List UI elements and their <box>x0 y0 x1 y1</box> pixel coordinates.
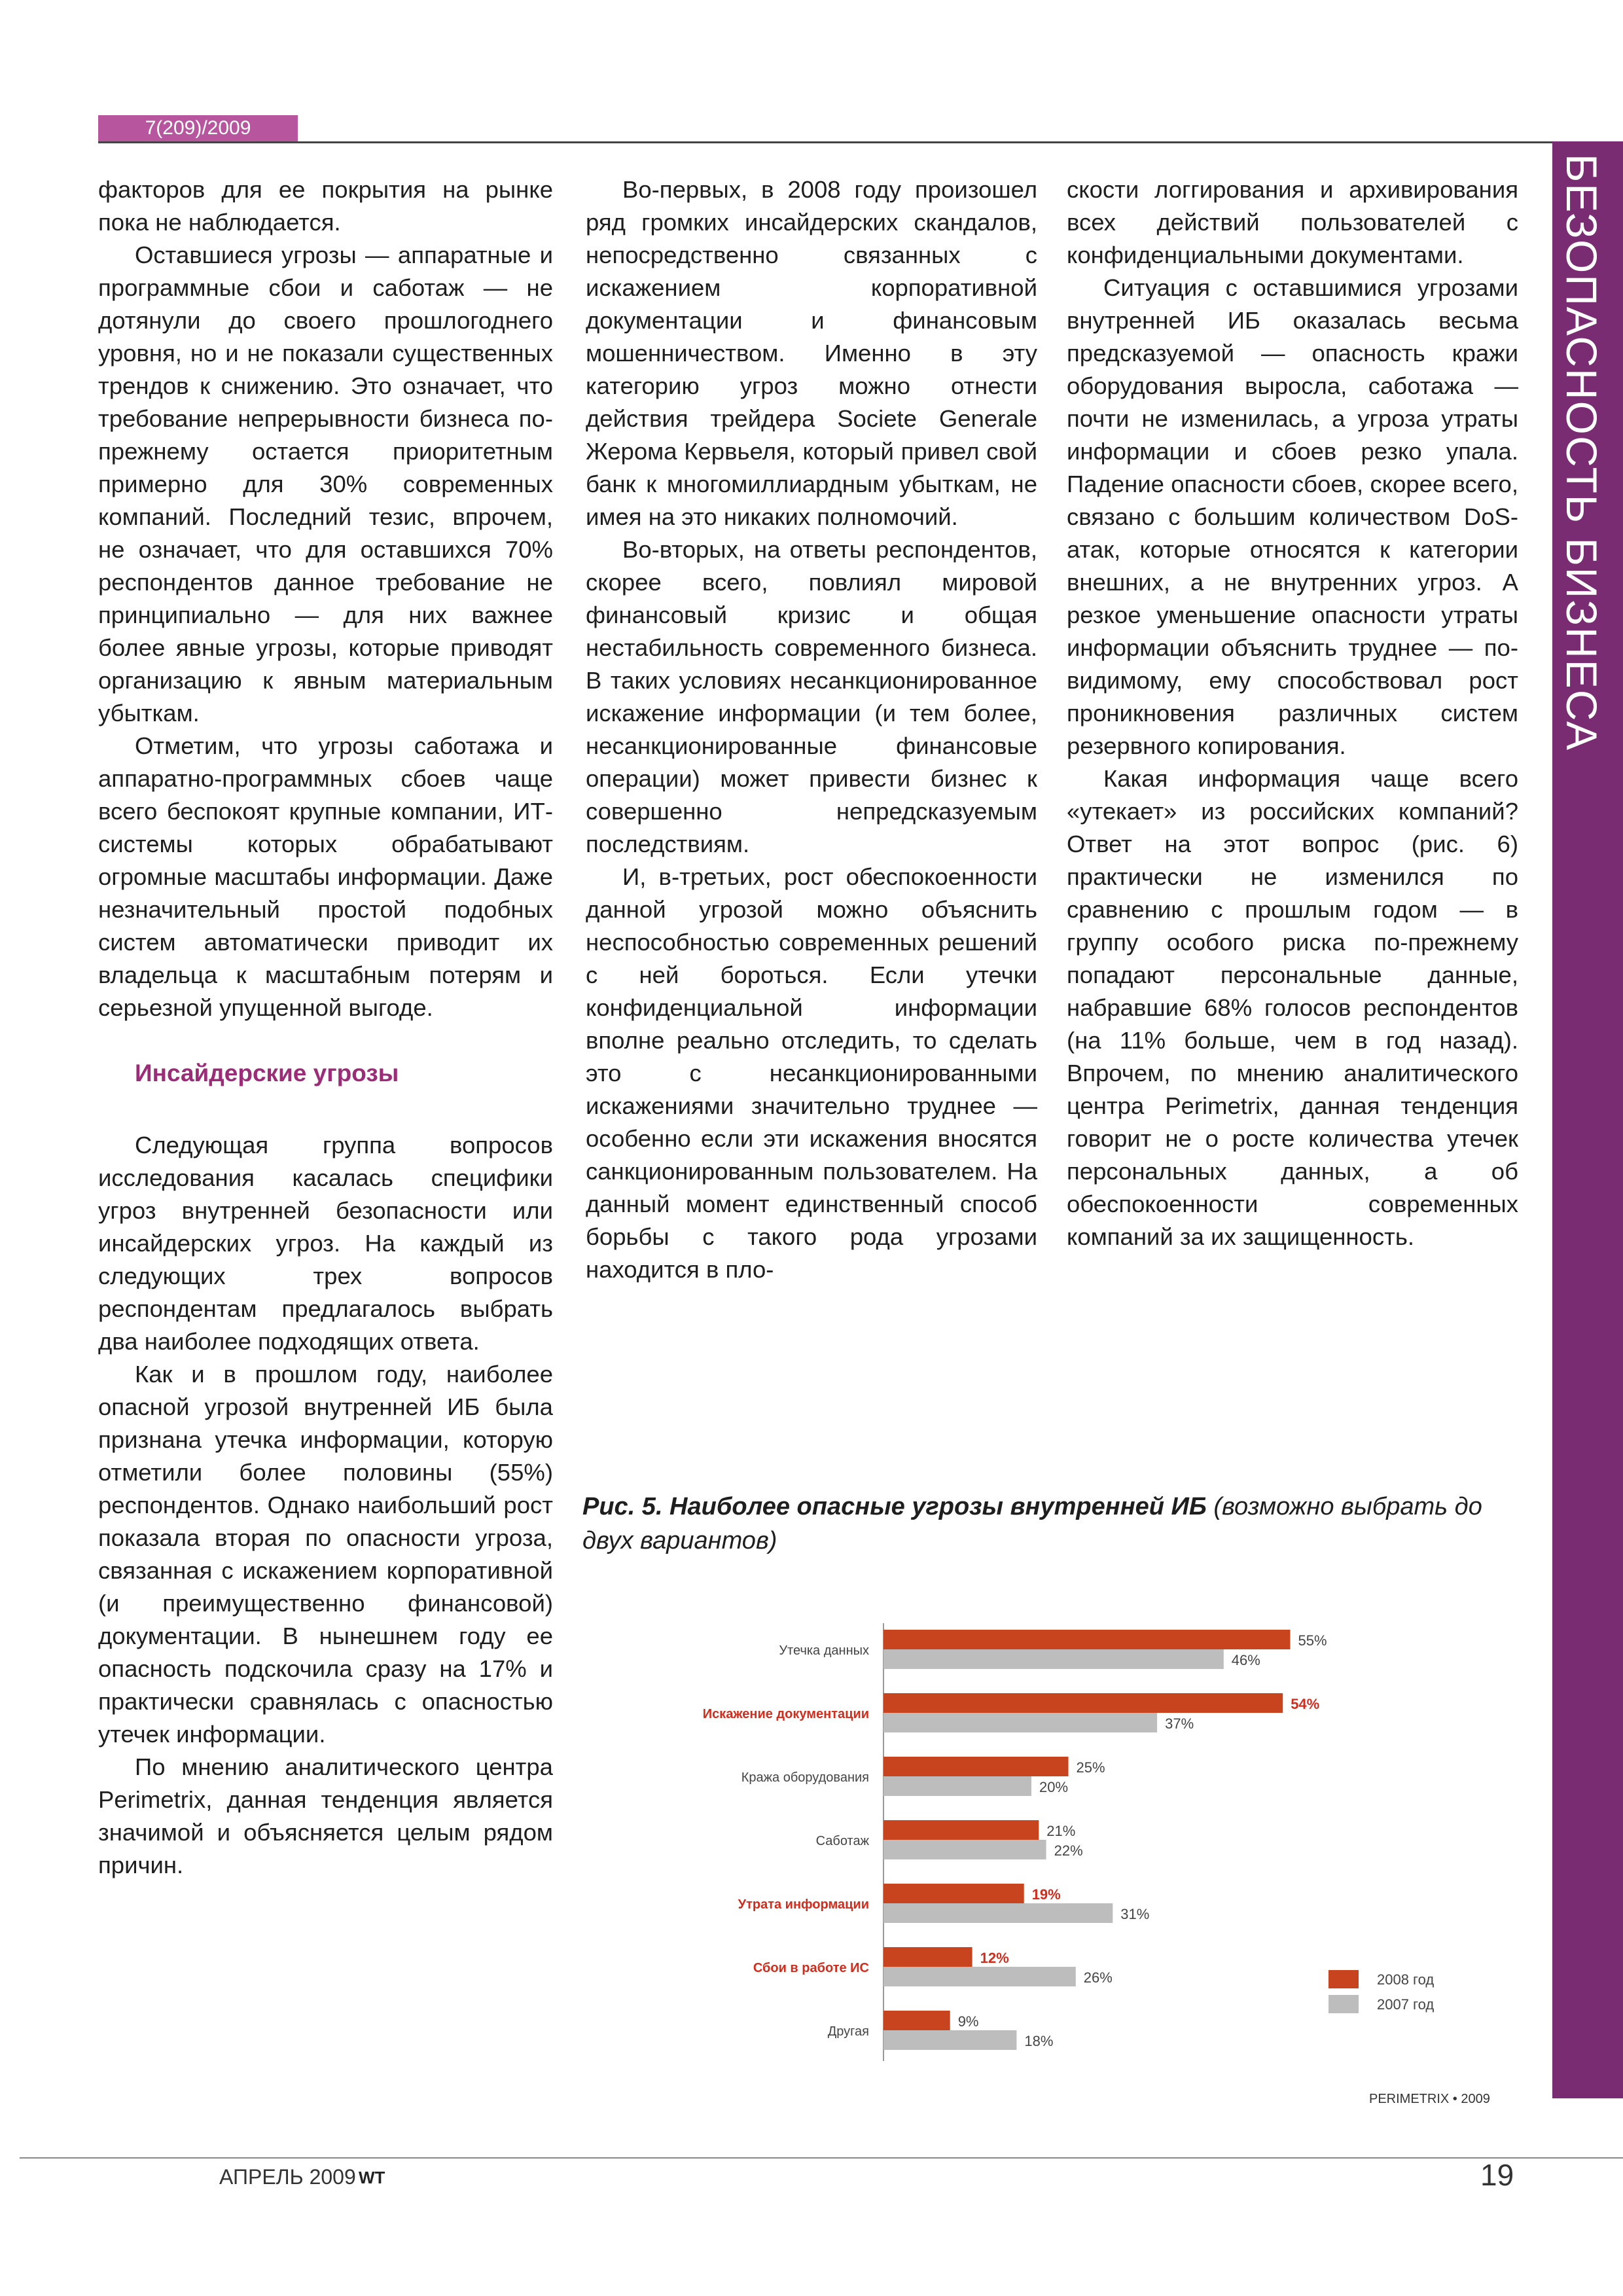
issue-number: 7(209)/2009 <box>98 115 298 141</box>
column-3 <box>1067 173 1518 1253</box>
bar-2007 <box>883 1649 1224 1669</box>
value-label: 18% <box>1024 2033 1054 2049</box>
threats-bar-chart <box>582 1604 1518 2081</box>
value-label: 31% <box>1120 1906 1150 1922</box>
header-rule <box>98 141 1552 143</box>
chart-source: PERIMETRIX • 2009 <box>1369 2092 1490 2106</box>
bar-2007 <box>883 1713 1157 1732</box>
bar-2007 <box>883 1776 1031 1796</box>
legend-label: 2008 год <box>1377 1971 1435 1988</box>
value-label: 26% <box>1083 1969 1113 1986</box>
bar-2007 <box>883 1967 1076 1986</box>
paragraph: Как и в прошлом году, наиболее опасной угрозой внутренней ИБ была признана утечка информации, которую отметили более половины (55%) респондентов. Однако наибольший рост показала вторая по опасности угроза, связанная с искажением корпоративной (и преимущественно финансовой) документации. В нынешнем году ее опасность подскочила сразу на 17% и практически сравнялась с опасностью утечек информации. <box>98 1361 553 1748</box>
legend-swatch <box>1329 1970 1359 1988</box>
paragraph: Оставшиеся угрозы — аппаратные и программные сбои и саботаж — не дотянули до своего прошлогоднего уровня, но и не показали существенных трендов к снижению. Это означает, что требование непрерывности бизнеса по-прежнему остается приоритетным примерно для 30% современных компаний. Последний тезис, впрочем, не означает, что для оставшихся 70% респондентов данное требование не принципиально — для них важнее более явные угрозы, которые приводят организацию к явным материальным убыткам. <box>98 242 553 726</box>
paragraph: Во-вторых, на ответы респондентов, скорее всего, повлиял мировой финансовый кризис и общая нестабильность современного бизнеса. В таких условиях несанкционированное искажение информации (и тем более, несанкционированные финансовые операции) может привести бизнес к совершенно непредсказуемым последствиям. <box>586 536 1037 857</box>
section-title <box>1552 154 1622 808</box>
paragraph: факторов для ее покрытия на рынке пока не наблюдается. <box>98 176 553 236</box>
figure-caption-title: Рис. 5. Наиболее опасные угрозы внутренней ИБ <box>582 1493 1207 1520</box>
figure-caption-note: (возможно выбрать до двух вариантов) <box>582 1493 1482 1554</box>
column-1 <box>98 173 553 1882</box>
value-label: 20% <box>1039 1779 1069 1795</box>
bar-2008 <box>883 1693 1283 1713</box>
category-label: Кража оборудования <box>741 1770 869 1785</box>
category-label: Утечка данных <box>779 1643 869 1658</box>
paragraph: Какая информация чаще всего «утекает» из российских компаний? Ответ на этот вопрос (рис. 6) практически не изменился по сравнению с прошлым годом — в группу особого риска по-прежнему попадают персональные данные, набравшие 68% голосов респондентов (на 11% больше, чем в год назад). Впрочем, по мнению аналитического центра Perimetrix, данная тенденция говорит не о росте количества утечек персональных данных, а об обеспокоенности современных компаний за их защищенность. <box>1067 765 1518 1250</box>
bar-2008 <box>883 1947 972 1967</box>
value-label: 55% <box>1298 1632 1327 1649</box>
bar-2008 <box>883 1884 1024 1903</box>
paragraph: Ситуация с оставшимися угрозами внутренней ИБ оказалась весьма предсказуемой — опасность кражи оборудования выросла, саботажа — почти не изменилась, а угроза утраты информации и сбоев резко упала. Падение опасности сбоев, скорее всего, связано с большим количеством DoS-атак, которые относятся к категории внешних, а не внутренних угроз. А резкое уменьшение опасности утраты информации объяснить труднее — по-видимому, ему способствовал рост проникновения различных систем резервного копирования. <box>1067 274 1518 759</box>
value-label: 22% <box>1054 1842 1083 1859</box>
value-label: 21% <box>1046 1823 1076 1839</box>
value-label: 54% <box>1291 1696 1320 1712</box>
page-number: 19 <box>1480 2158 1514 2192</box>
value-label: 25% <box>1076 1759 1105 1776</box>
value-label: 46% <box>1231 1652 1260 1668</box>
category-label: Другая <box>827 2024 869 2039</box>
value-label: 37% <box>1165 1715 1194 1732</box>
bar-2008 <box>883 1630 1291 1649</box>
category-label: Искажение документации <box>702 1707 869 1721</box>
legend-label: 2007 год <box>1377 1996 1435 2013</box>
paragraph: По мнению аналитического центра Perimetrix, данная тенденция является значимой и объясняется целым рядом причин. <box>98 1753 553 1878</box>
category-label: Утрата информации <box>738 1897 869 1912</box>
value-label: 9% <box>957 2013 979 2030</box>
category-label: Саботаж <box>815 1834 869 1848</box>
footer-rule <box>20 2157 1623 2159</box>
magazine-logo: WT <box>359 2168 385 2187</box>
category-label: Сбои в работе ИС <box>753 1961 869 1975</box>
paragraph: Следующая группа вопросов исследования касалась специфики угроз внутренней безопасности или инсайдерских угроз. На каждый из следующих трех вопросов респондентам предлагалось выбрать два наиболее подходящих ответа. <box>98 1132 553 1355</box>
bar-2007 <box>883 2030 1016 2050</box>
paragraph: Во-первых, в 2008 году произошел ряд громких инсайдерских скандалов, непосредственно связанных с искажением корпоративной документации и финансовым мошенничеством. Именно в эту категорию угроз можно отнести действия трейдера Societe Generale Жерома Кервьеля, который привел свой банк к многомиллиардным убыткам, не имея на это никаких полномочий. <box>586 176 1037 530</box>
bar-2008 <box>883 1757 1069 1776</box>
bar-2008 <box>883 2011 950 2030</box>
bar-2007 <box>883 1840 1046 1859</box>
section-title-text: БЕЗОПАСНОСТЬ БИЗНЕСА <box>1558 154 1606 751</box>
bar-2008 <box>883 1820 1039 1840</box>
legend-swatch <box>1329 1995 1359 2013</box>
bar-2007 <box>883 1903 1113 1923</box>
column-2 <box>586 173 1037 1286</box>
paragraph: скости логгирования и архивирования всех действий пользователей с конфиденциальными документами. <box>1067 176 1518 268</box>
footer-date: АПРЕЛЬ 2009 <box>219 2165 356 2189</box>
value-label: 12% <box>980 1950 1009 1966</box>
figure-caption <box>582 1490 1518 1558</box>
paragraph: И, в-третьих, рост обеспокоенности данной угрозой можно объяснить неспособностью современных решений с ней бороться. Если утечки конфиденциальной информации вполне реально отследить, то сделать это с несанкционированными искажениями значительно труднее — особенно если эти искажения вносятся санкционированным пользователем. На данный момент единственный способ борьбы с такого рода угрозами находится в пло- <box>586 863 1037 1283</box>
subheading: Инсайдерские угрозы <box>135 1060 399 1086</box>
paragraph: Отметим, что угрозы саботажа и аппаратно-программных сбоев чаще всего беспокоят крупные компании, ИТ-системы которых обрабатывают огромные масштабы информации. Даже незначительный простой подобных систем автоматически приводит их владельца к масштабным потерям и серьезной упущенной выгоде. <box>98 732 553 1021</box>
value-label: 19% <box>1031 1886 1061 1903</box>
